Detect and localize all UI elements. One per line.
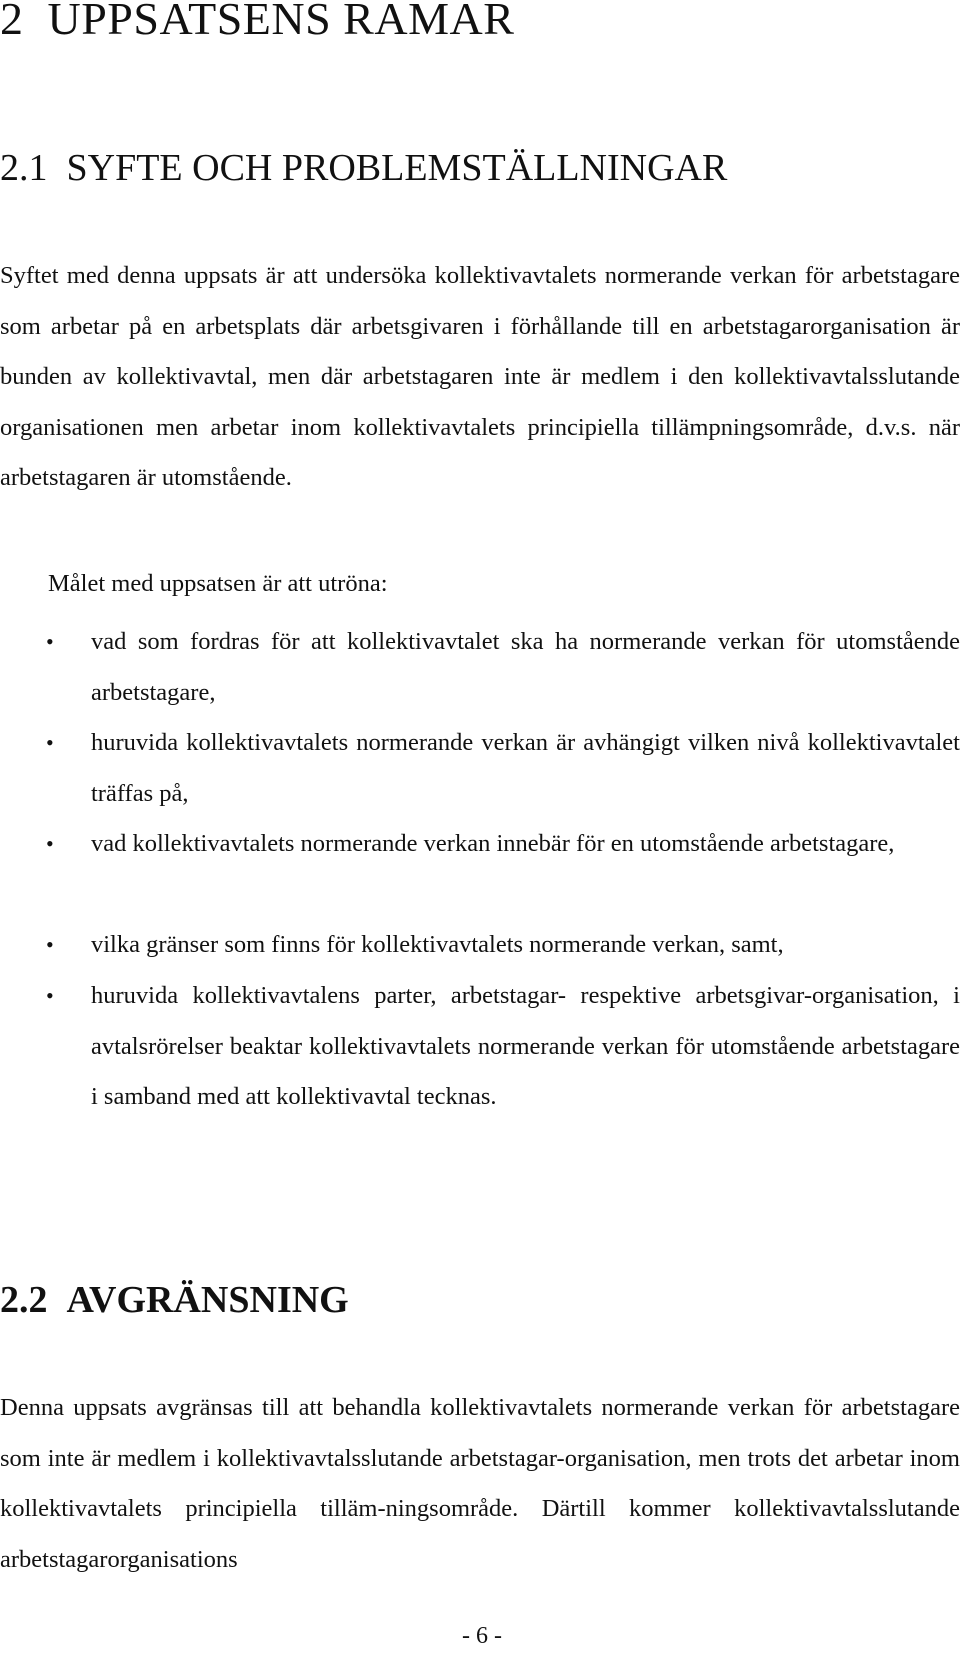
chapter-title: UPPSATSENS RAMAR <box>47 0 515 44</box>
page-footer <box>0 1621 960 1651</box>
section-heading-syfte <box>0 145 727 191</box>
list-item-text: vad kollektivavtalets normerande verkan innebär för en utomstående arbetstagare, <box>91 830 895 857</box>
list-item <box>0 718 960 819</box>
section-number: 2.2 <box>0 1279 48 1321</box>
syfte-paragraph: Syftet med denna uppsats är att undersöka kollektivavtalets normerande verkan för arbetstagare som arbetar på en arbetsplats där arbetsgivaren i förhållande till en arbetstagarorganisation är bunden av kollektivavtal, men där arbetstagaren inte är medlem i den kollektivavtalsslutande organisationen men arbetar inom kollektivavtalets principiella tillämpningsområde, d.v.s. när arbetstagaren är utomstående. <box>0 262 960 491</box>
list-item-text: huruvida kollektivavtalets normerande verkan är avhängigt vilken nivå kollektivavtalet träffas på, <box>91 729 960 807</box>
section-title: SYFTE OCH PROBLEMSTÄLLNINGAR <box>66 147 728 189</box>
goal-intro: Målet med uppsatsen är att utröna: <box>48 570 388 597</box>
section-heading-avgransning <box>0 1277 349 1323</box>
list-item <box>0 971 960 1173</box>
list-item-text: huruvida kollektivavtalens parter, arbetstagar- respektive arbetsgivar-organisation, i avtalsrörelser beaktar kollektivavtalets normerande verkan för utomstående arbetstagare i samband med att kollektivavtal tecknas. <box>91 982 960 1110</box>
chapter-number: 2 <box>0 0 24 44</box>
goal-list <box>0 617 960 1173</box>
avgransning-paragraph: Denna uppsats avgränsas till att behandla kollektivavtalets normerande verkan för arbetstagare som inte är medlem i kollektivavtalsslutande arbetstagar-organisation, men trots det arbetar inom kollektivavtalets principiella tilläm-ningsområde. Därtill kommer kollektivavtalsslutande arbetstagarorganisations <box>0 1394 960 1573</box>
bullet-icon: • <box>46 831 54 856</box>
list-item <box>0 920 960 971</box>
section-number: 2.1 <box>0 147 48 189</box>
bullet-icon: • <box>46 983 54 1008</box>
list-item-text: vilka gränser som finns för kollektivavtalets normerande verkan, samt, <box>91 931 784 958</box>
list-item <box>0 617 960 718</box>
chapter-heading <box>0 0 514 46</box>
page-number: - 6 - <box>462 1623 502 1649</box>
list-item <box>0 819 960 920</box>
bullet-icon: • <box>46 932 54 957</box>
bullet-icon: • <box>46 629 54 654</box>
section-title: AVGRÄNSNING <box>66 1279 349 1321</box>
bullet-icon: • <box>46 730 54 755</box>
list-item-text: vad som fordras för att kollektivavtalet ska ha normerande verkan för utomstående arbetstagare, <box>91 628 960 706</box>
